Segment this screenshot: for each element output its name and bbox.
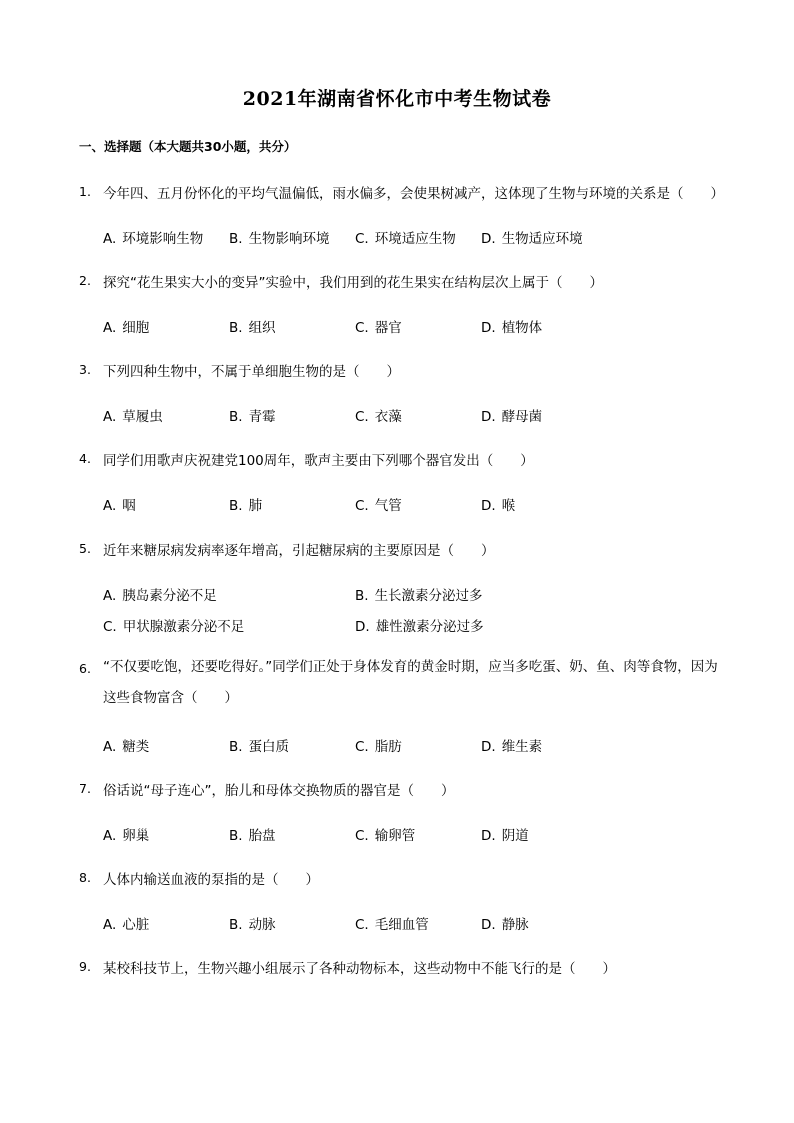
option-text: 毛细血管 <box>374 917 429 933</box>
question-7-option-d <box>481 824 529 844</box>
option-key: A. <box>103 498 117 514</box>
option-text: 雄性激素分泌过多 <box>375 619 484 635</box>
question-1-option-d <box>481 227 583 247</box>
option-text: 静脉 <box>501 917 529 933</box>
question-5-option-a <box>103 584 217 604</box>
option-text: 青霉 <box>248 409 276 425</box>
exam-title: 2021年湖南省怀化市中考生物试卷 <box>242 88 552 110</box>
option-text: 卵巢 <box>122 828 150 844</box>
option-text: 胰岛素分泌不足 <box>122 588 217 604</box>
option-text: 植物体 <box>501 320 543 336</box>
question-2-text: 探究“花生果实大小的变异”实验中，我们用到的花生果实在结构层次上属于（ ） <box>103 275 603 291</box>
option-text: 心脏 <box>122 917 150 933</box>
question-2-option-a <box>103 316 149 336</box>
option-text: 环境适应生物 <box>374 231 456 247</box>
question-2-option-d <box>481 316 542 336</box>
option-text: 糖类 <box>122 739 150 755</box>
option-key: D. <box>481 409 496 425</box>
option-text: 环境影响生物 <box>122 231 204 247</box>
question-7-option-a <box>103 824 149 844</box>
question-1-option-b <box>229 227 330 247</box>
option-text: 生物适应环境 <box>501 231 583 247</box>
question-5-option-b <box>355 584 483 604</box>
option-key: C. <box>103 619 117 635</box>
question-7-option-b <box>229 824 276 844</box>
option-text: 动脉 <box>248 917 276 933</box>
option-text: 草履虫 <box>122 409 163 425</box>
option-text: 肺 <box>248 498 263 514</box>
option-text: 衣藻 <box>374 409 402 425</box>
option-text: 胎盘 <box>248 828 276 844</box>
question-7-option-c <box>355 824 415 844</box>
question-1-option-a <box>103 227 203 247</box>
option-key: A. <box>103 739 117 755</box>
question-7-number: 7. <box>79 781 91 796</box>
option-text: 细胞 <box>122 320 150 336</box>
option-key: C. <box>355 320 369 336</box>
option-key: D. <box>355 619 370 635</box>
question-6-option-a <box>103 735 149 755</box>
question-5-option-d <box>355 615 484 635</box>
question-1-text: 今年四、五月份怀化的平均气温偏低，雨水偏多，会使果树减产，这体现了生物与环境的关系是（ ） <box>103 186 724 202</box>
question-8-text: 人体内输送血液的泵指的是（ ） <box>103 872 319 888</box>
option-text: 喉 <box>501 498 516 514</box>
question-4-option-b <box>229 494 262 514</box>
option-text: 甲状腺激素分泌不足 <box>122 619 245 635</box>
option-text: 生物影响环境 <box>248 231 330 247</box>
option-key: A. <box>103 828 117 844</box>
option-text: 输卵管 <box>374 828 416 844</box>
question-6-option-d <box>481 735 542 755</box>
question-6-text: “不仅要吃饱，还要吃得好。”同学们正处于身体发育的黄金时期，应当多吃蛋、奶、鱼、肉等食物，因为这些食物富含（ ） <box>103 659 718 706</box>
option-key: C. <box>355 409 369 425</box>
option-key: C. <box>355 917 369 933</box>
question-2-option-c <box>355 316 402 336</box>
option-key: D. <box>481 231 496 247</box>
option-key: C. <box>355 828 369 844</box>
question-6-option-b <box>229 735 289 755</box>
option-key: B. <box>229 231 243 247</box>
option-key: B. <box>355 588 369 604</box>
question-8-option-d <box>481 913 529 933</box>
option-key: C. <box>355 231 369 247</box>
option-key: A. <box>103 588 117 604</box>
question-5-text: 近年来糖尿病发病率逐年增高，引起糖尿病的主要原因是（ ） <box>103 543 495 559</box>
question-4-option-d <box>481 494 515 514</box>
question-8-option-c <box>355 913 429 933</box>
option-key: A. <box>103 320 117 336</box>
option-text: 蛋白质 <box>248 739 290 755</box>
option-key: D. <box>481 320 496 336</box>
option-key: B. <box>229 409 243 425</box>
question-5-option-c <box>103 615 244 635</box>
option-key: A. <box>103 409 117 425</box>
option-text: 阴道 <box>501 828 529 844</box>
question-3-option-a <box>103 405 163 425</box>
question-4-text: 同学们用歌声庆祝建党100周年，歌声主要由下列哪个器官发出（ ） <box>103 453 534 469</box>
option-key: D. <box>481 739 496 755</box>
question-4-option-c <box>355 494 402 514</box>
question-9-text: 某校科技节上，生物兴趣小组展示了各种动物标本，这些动物中不能飞行的是（ ） <box>103 961 616 977</box>
option-key: A. <box>103 917 117 933</box>
option-key: B. <box>229 828 243 844</box>
option-text: 器官 <box>374 320 402 336</box>
question-8-option-a <box>103 913 149 933</box>
option-text: 维生素 <box>501 739 543 755</box>
question-3-number: 3. <box>79 362 91 377</box>
question-1-option-c <box>355 227 456 247</box>
option-key: B. <box>229 917 243 933</box>
option-key: B. <box>229 320 243 336</box>
question-7-text: 俗话说“母子连心”，胎儿和母体交换物质的器官是（ ） <box>103 783 455 799</box>
question-3-option-d <box>481 405 542 425</box>
option-text: 组织 <box>248 320 276 336</box>
section-heading: 一、选择题（本大题共30小题，共分） <box>79 139 297 154</box>
option-text: 脂肪 <box>374 739 402 755</box>
question-3-text: 下列四种生物中，不属于单细胞生物的是（ ） <box>103 364 400 380</box>
question-2-option-b <box>229 316 276 336</box>
question-5-number: 5. <box>79 541 91 556</box>
question-2-number: 2. <box>79 273 91 288</box>
question-1-number: 1. <box>79 184 91 199</box>
question-8-option-b <box>229 913 276 933</box>
option-key: B. <box>229 498 243 514</box>
option-key: D. <box>481 498 496 514</box>
question-6-option-c <box>355 735 402 755</box>
question-8-number: 8. <box>79 870 91 885</box>
question-4-number: 4. <box>79 451 91 466</box>
question-3-option-b <box>229 405 276 425</box>
question-9-number: 9. <box>79 959 91 974</box>
question-4-option-a <box>103 494 136 514</box>
option-text: 咽 <box>122 498 136 514</box>
option-key: B. <box>229 739 243 755</box>
option-key: D. <box>481 917 496 933</box>
question-6-number: 6. <box>79 661 91 676</box>
option-text: 气管 <box>374 498 402 514</box>
option-key: C. <box>355 739 369 755</box>
option-key: A. <box>103 231 117 247</box>
option-key: C. <box>355 498 369 514</box>
option-text: 酵母菌 <box>501 409 543 425</box>
option-text: 生长激素分泌过多 <box>374 588 483 604</box>
question-3-option-c <box>355 405 402 425</box>
option-key: D. <box>481 828 496 844</box>
